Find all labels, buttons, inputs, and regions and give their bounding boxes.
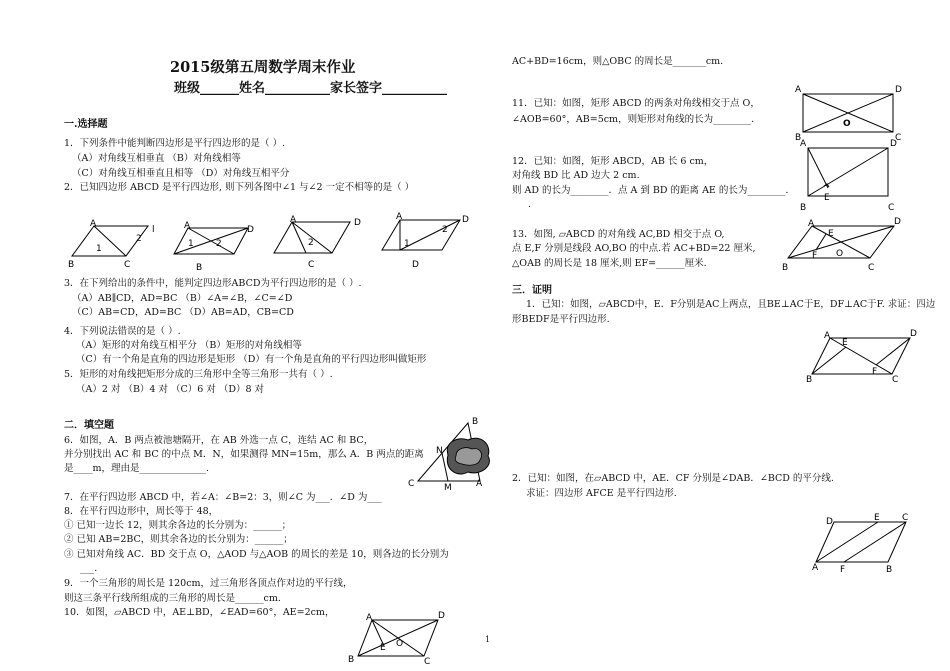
q13-label-A: A (808, 219, 815, 229)
q2b-angle-1: 1 (188, 239, 194, 249)
p2-label-E: E (874, 513, 880, 523)
p1-label-C: C (892, 375, 899, 385)
question-8-part-3-blank: ___. (80, 563, 98, 574)
question-12-line-4: . (528, 199, 532, 210)
q10-label-D: D (438, 611, 445, 621)
question-11-line-2: ∠AOB=60°，AB=5cm，则矩形对角线的长为________. (512, 114, 755, 125)
q13-label-F: F (812, 251, 818, 261)
q2a-label-A: A (90, 219, 97, 229)
q6-pond-figure (404, 418, 496, 494)
q2b-diagonal-2 (174, 228, 248, 254)
q12-label-A: A (800, 139, 807, 149)
proof-2-figure (812, 514, 912, 576)
q6-label-C: C (408, 479, 415, 489)
p2-label-C: C (902, 513, 909, 523)
question-8-part-2: ② 已知 AB=2BC，则其余各边的长分别为：______； (64, 534, 293, 545)
p2-label-B: B (886, 565, 893, 575)
question-6-line-3: 是____m，理由是______________. (64, 463, 210, 474)
q2c-angle-2: 2 (308, 238, 314, 248)
q13-label-C: C (868, 263, 875, 273)
q2b-label-B: B (196, 263, 203, 273)
q2c-label-D: D (354, 218, 361, 228)
question-10-continued: AC+BD=16cm，则△OBC 的周长是_______cm. (512, 56, 724, 67)
q2a-label-B: B (68, 260, 75, 270)
q6-label-N: N (436, 446, 443, 456)
p2-label-F: F (840, 565, 846, 575)
q13-label-D: D (894, 217, 901, 227)
q13-label-B: B (782, 263, 789, 273)
question-9-line-1: 9．一个三角形的周长是 120cm，过三角形各顶点作对边的平行线， (64, 578, 353, 589)
question-10: 10．如图，▱ABCD 中，AE⊥BD，∠EAD=60°，AE=2cm， (64, 607, 335, 618)
q2-figure-c (272, 215, 362, 275)
question-12-line-2: 对角线 BD 比 AD 边大 2 cm. (512, 170, 640, 181)
question-5-options: （A）2 对 （B）4 对 （C）6 对 （D）8 对 (76, 384, 265, 395)
q2d-angle-1: 1 (404, 239, 410, 249)
q2d-label-D: D (462, 215, 469, 225)
question-3: 3．在下列给出的条件中，能判定四边形ABCD为平行四边形的是（ ）. (64, 278, 362, 289)
question-13-line-3: △OAB 的周长是 18 厘米,则 EF=______厘米. (512, 258, 707, 269)
q2b-label-A: A (184, 221, 191, 231)
q2d-label-D-bottom: D (412, 260, 419, 270)
p1-label-B: B (806, 375, 813, 385)
q13-label-O: O (836, 249, 844, 259)
question-2: 2．已知四边形 ABCD 是平行四边形, 则下列各图中∠1 与∠2 一定不相等的是（ ） (64, 182, 415, 193)
p1-label-A: A (824, 331, 831, 341)
section-fill-heading: 二．填空题 (64, 420, 114, 431)
q2b-label-D: D (247, 225, 254, 235)
q2-figure-b (172, 220, 262, 275)
question-11-line-1: 11．已知：如图，矩形 ABCD 的两条对角线相交于点 O， (512, 98, 760, 109)
proof-1-line-1: 1．已知：如图，▱ABCD中，E．F分别是AC上两点，且BE⊥AC于E，DF⊥AC于F. 求证：四边 (526, 299, 936, 310)
p2-label-A: A (812, 563, 819, 573)
question-13-line-2: 点 E,F 分别是线段 AO,BO 的中点.若 AC+BD=22 厘米, (512, 243, 756, 254)
question-4: 4．下列说法错误的是（ ）. (64, 326, 181, 337)
q12-label-B: B (800, 203, 807, 213)
q12-rectangle-figure (798, 140, 898, 212)
question-8: 8．在平行四边形中，周长等于 48， (64, 506, 219, 517)
q11-label-C: C (895, 133, 902, 143)
q2d-label-A: A (396, 212, 403, 222)
question-13-line-1: 13．如图, ▱ABCD 的对角线 AC,BD 相交于点 O, (512, 229, 725, 240)
question-1-options-ab: （A）对角线互相垂直 （B）对角线相等 (72, 153, 241, 164)
q11-label-A: A (795, 85, 802, 95)
q2a-label-l: l (152, 225, 155, 235)
question-12-line-1: 12．已知：如图，矩形 ABCD，AB 长 6 cm， (512, 156, 714, 167)
proof-2-line-1: 2．已知：如图，在▱ABCD 中，AE．CF 分别是∠DAB．∠BCD 的平分线. (512, 473, 834, 484)
q12-perpendicular-ae (808, 148, 828, 188)
p1-perpendicular-df (876, 338, 910, 365)
question-3-options-ab: （A）AB∥CD，AD=BC （B）∠A=∠B，∠C=∠D (72, 293, 293, 304)
question-7: 7．在平行四边形 ABCD 中，若∠A：∠B=2：3，则∠C 为___．∠D 为___ (64, 492, 382, 503)
q2d-angle-2: 2 (442, 225, 448, 235)
q12-label-E: E (824, 193, 830, 203)
q10-figure (344, 612, 444, 668)
question-8-part-3: ③ 已知对角线 AC．BD 交于点 O，△AOD 与△AOB 的周长的差是 10，则各边的长分别为 (64, 549, 449, 560)
q10-label-E: E (380, 643, 386, 653)
q11-rectangle-figure (795, 84, 902, 143)
q13-parallelogram-figure (782, 217, 901, 274)
question-3-options-cd: （C）AB=CD，AD=BC （D）AB=AD，CB=CD (72, 307, 294, 318)
proof-2-line-2: 求证：四边形 AFCE 是平行四边形. (526, 488, 677, 499)
section-choice-heading: 一.选择题 (64, 119, 108, 130)
page-title: 2015级第五周数学周末作业 (170, 59, 356, 76)
question-8-part-1: ① 已知一边长 12，则其余各边的长分别为：______； (64, 520, 292, 531)
p2-parallelogram (816, 522, 906, 562)
page-number: 1 (485, 635, 491, 644)
q6-label-M: M (444, 483, 452, 493)
q2a-label-C: C (124, 260, 131, 270)
proof-1-line-2: 形BEDF是平行四边形. (512, 314, 610, 325)
p1-label-E: E (842, 338, 848, 348)
q2b-angle-2: 2 (216, 239, 222, 249)
q6-label-B: B (472, 417, 479, 427)
q2c-label-C: C (308, 260, 315, 270)
q10-label-A: A (366, 613, 373, 623)
q10-label-B: B (348, 655, 355, 665)
p1-label-D: D (910, 329, 917, 339)
q2c-line-1 (292, 222, 306, 253)
q2-figure-a (68, 215, 158, 275)
student-info-line: 班级______姓名__________家长签字__________ (174, 81, 448, 96)
q6-label-A: A (476, 479, 483, 489)
p1-diagonal-ac (830, 338, 892, 374)
q2a-angle-1: 1 (96, 244, 102, 254)
q12-label-D: D (890, 139, 897, 149)
q2d-parallelogram (382, 220, 460, 250)
p2-label-D: D (826, 517, 833, 527)
question-1: 1．下列条件中能判断四边形是平行四边形的是（ ）. (64, 138, 286, 149)
p1-label-F: F (872, 367, 878, 377)
question-6-line-1: 6．如图，A．B 两点被池塘隔开，在 AB 外选一点 C，连结 AC 和 BC， (64, 435, 374, 446)
section-proof-heading: 三．证明 (512, 285, 552, 296)
q10-label-O: O (396, 639, 404, 649)
question-4-options-cd: （C）有一个角是直角的四边形是矩形 （D）有一个角是直角的平行四边形叫做矩形 (76, 354, 427, 365)
question-6-line-2: 并分别找出 AC 和 BC 的中点 M．N，如果测得 MN=15m，那么 A．B 两点的距离 (64, 449, 424, 460)
q11-label-O: O (843, 119, 851, 129)
proof-1-figure (806, 330, 916, 384)
q2c-label-A: A (290, 215, 297, 225)
q2a-angle-2: 2 (136, 234, 142, 244)
q12-label-C: C (888, 203, 895, 213)
question-12-line-3: 则 AD 的长为________．点 A 到 BD 的距离 AE 的长为________. (512, 185, 789, 196)
p1-perpendicular-be (812, 347, 846, 374)
q11-label-B: B (795, 133, 802, 143)
q11-label-D: D (895, 85, 902, 95)
q6-pond-inner (455, 448, 481, 466)
q10-label-C: C (424, 657, 431, 667)
question-5: 5．矩形的对角线把矩形分成的三角形中全等三角形一共有（ ）. (64, 369, 333, 380)
question-4-options-ab: （A）矩形的对角线互相平分 （B）矩形的对角线相等 (76, 340, 302, 351)
q13-label-E: E (828, 229, 834, 239)
question-9-line-2: 则这三条平行线所组成的三角形的周长是______cm. (64, 593, 281, 604)
q2-figure-d (378, 212, 468, 274)
question-1-options-cd: （C）对角线互相垂直且相等 （D）对角线互相平分 (72, 168, 290, 179)
